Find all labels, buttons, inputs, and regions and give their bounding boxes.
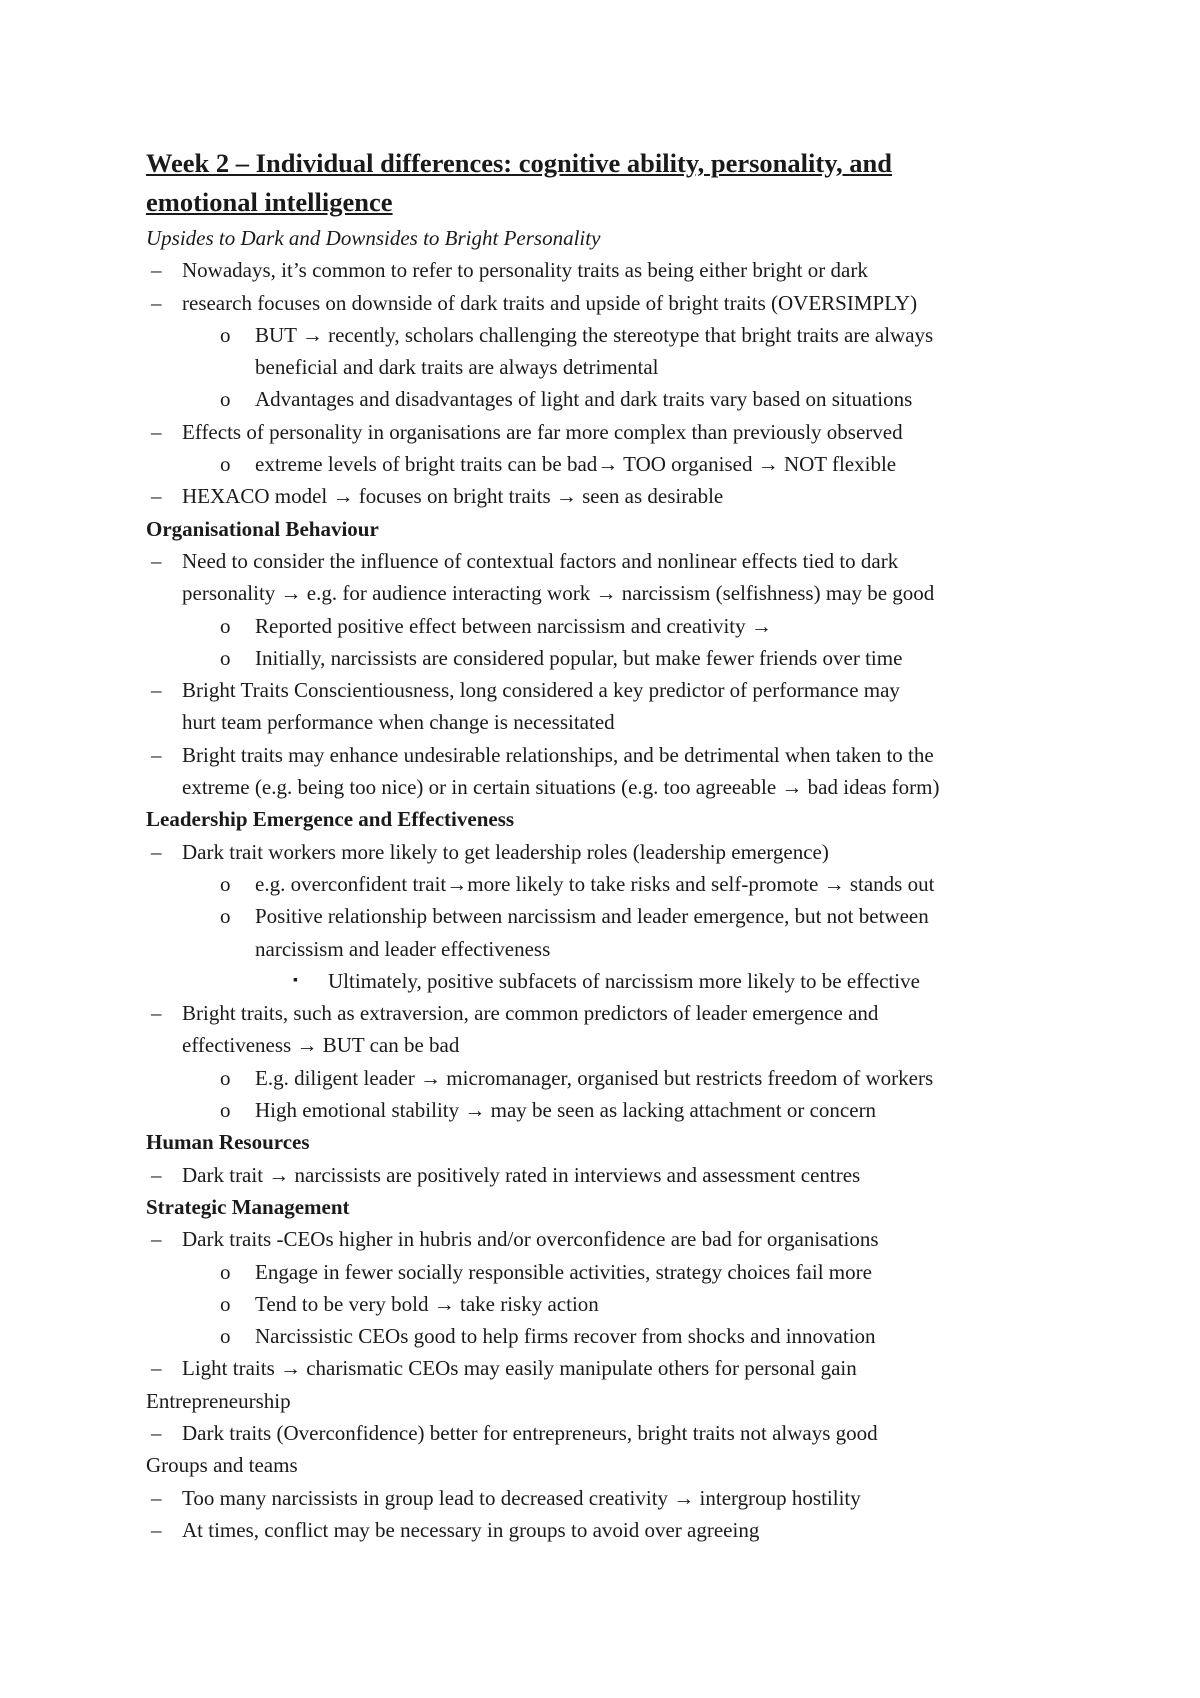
list-item xyxy=(146,254,1096,286)
list-item xyxy=(146,900,1096,932)
list-item xyxy=(146,545,1096,577)
line-text: Upsides to Dark and Downsides to Bright Personality xyxy=(146,226,601,250)
line-text: Narcissistic CEOs good to help firms recover from shocks and innovation xyxy=(255,1324,876,1349)
line-text: Groups and teams xyxy=(146,1453,298,1478)
list-item-continuation xyxy=(146,771,1096,803)
bullet-marker: – xyxy=(151,742,162,767)
line-text: extreme (e.g. being too nice) or in certain situations (e.g. too agreeable → bad ideas form) xyxy=(182,775,940,800)
list-item xyxy=(146,836,1096,868)
section-heading xyxy=(146,513,1096,545)
line-text: effectiveness → BUT can be bad xyxy=(182,1033,460,1058)
line-text: Nowadays, it’s common to refer to personality traits as being either bright or dark xyxy=(182,258,868,283)
list-item xyxy=(146,1417,1096,1449)
line-text: Reported positive effect between narcissism and creativity → xyxy=(255,613,772,638)
bullet-marker: o xyxy=(220,1291,231,1316)
bullet-marker: o xyxy=(220,387,231,412)
title-line: emotional intelligence xyxy=(146,187,393,217)
section-label xyxy=(146,1385,1096,1417)
line-text: Bright traits may enhance undesirable relationships, and be detrimental when taken to the xyxy=(182,742,934,767)
bullet-marker: o xyxy=(220,645,231,670)
line-text: research focuses on downside of dark traits and upside of bright traits (OVERSIMPLY) xyxy=(182,290,918,315)
bullet-marker: – xyxy=(151,258,162,283)
bullet-marker: o xyxy=(220,1098,231,1123)
line-text: BUT → recently, scholars challenging the stereotype that bright traits are always xyxy=(255,322,934,347)
bullet-marker: – xyxy=(151,290,162,315)
line-text: extreme levels of bright traits can be bad→ TOO organised → NOT flexible xyxy=(255,452,897,477)
line-text: Dark trait workers more likely to get leadership roles (leadership emergence) xyxy=(182,839,829,864)
list-item-continuation xyxy=(146,933,1096,965)
list-item xyxy=(146,674,1096,706)
list-item xyxy=(146,1482,1096,1514)
list-item xyxy=(146,287,1096,319)
bullet-marker: – xyxy=(151,419,162,444)
list-item xyxy=(146,1352,1096,1384)
line-text: Dark traits -CEOs higher in hubris and/or overconfidence are bad for organisations xyxy=(182,1227,879,1252)
bullet-marker: – xyxy=(151,1162,162,1187)
bullet-marker: – xyxy=(151,1356,162,1381)
title-line: Week 2 – Individual differences: cognitive ability, personality, and xyxy=(146,148,892,178)
document-body xyxy=(146,222,1096,1546)
list-item-continuation xyxy=(146,1029,1096,1061)
list-item xyxy=(146,1514,1096,1546)
list-item xyxy=(146,642,1096,674)
bullet-marker: ▪ xyxy=(293,972,298,988)
bullet-marker: o xyxy=(220,613,231,638)
line-text: Dark trait → narcissists are positively rated in interviews and assessment centres xyxy=(182,1162,861,1187)
list-item xyxy=(146,868,1096,900)
list-item xyxy=(146,997,1096,1029)
line-text: Leadership Emergence and Effectiveness xyxy=(146,807,515,832)
bullet-marker: – xyxy=(151,1420,162,1445)
line-text: Tend to be very bold → take risky action xyxy=(255,1291,599,1316)
line-text: Human Resources xyxy=(146,1130,310,1155)
bullet-marker: o xyxy=(220,1259,231,1284)
list-item xyxy=(146,1288,1096,1320)
list-item xyxy=(146,1062,1096,1094)
section-heading xyxy=(146,1126,1096,1158)
list-item xyxy=(146,739,1096,771)
bullet-marker: – xyxy=(151,678,162,703)
list-item xyxy=(146,416,1096,448)
line-text: High emotional stability → may be seen as lacking attachment or concern xyxy=(255,1098,877,1123)
line-text: hurt team performance when change is necessitated xyxy=(182,710,615,735)
line-text: personality → e.g. for audience interacting work → narcissism (selfishness) may be good xyxy=(182,581,935,606)
line-text: E.g. diligent leader → micromanager, organised but restricts freedom of workers xyxy=(255,1065,934,1090)
line-text: e.g. overconfident trait→more likely to take risks and self-promote → stands out xyxy=(255,871,935,896)
list-item xyxy=(146,480,1096,512)
section-subtitle xyxy=(146,222,1096,254)
bullet-marker: – xyxy=(151,1517,162,1542)
line-text: beneficial and dark traits are always detrimental xyxy=(255,355,659,380)
list-item-continuation xyxy=(146,706,1096,738)
line-text: Light traits → charismatic CEOs may easily manipulate others for personal gain xyxy=(182,1356,857,1381)
line-text: Entrepreneurship xyxy=(146,1388,291,1413)
bullet-marker: – xyxy=(151,484,162,509)
list-item xyxy=(146,1223,1096,1255)
bullet-marker: o xyxy=(220,871,231,896)
line-text: Engage in fewer socially responsible activities, strategy choices fail more xyxy=(255,1259,872,1284)
line-text: Dark traits (Overconfidence) better for entrepreneurs, bright traits not always good xyxy=(182,1420,878,1445)
list-item xyxy=(146,319,1096,351)
bullet-marker: – xyxy=(151,1001,162,1026)
line-text: Effects of personality in organisations are far more complex than previously observed xyxy=(182,419,903,444)
line-text: Organisational Behaviour xyxy=(146,516,379,541)
list-item xyxy=(146,1159,1096,1191)
list-item xyxy=(146,1256,1096,1288)
list-item xyxy=(146,610,1096,642)
bullet-marker: – xyxy=(151,1485,162,1510)
line-text: Strategic Management xyxy=(146,1194,350,1219)
bullet-marker: o xyxy=(220,452,231,477)
section-heading xyxy=(146,1191,1096,1223)
bullet-marker: – xyxy=(151,1227,162,1252)
list-item xyxy=(146,965,1096,997)
list-item xyxy=(146,1320,1096,1352)
bullet-marker: – xyxy=(151,839,162,864)
line-text: Ultimately, positive subfacets of narcissism more likely to be effective xyxy=(328,968,920,993)
line-text: Bright traits, such as extraversion, are common predictors of leader emergence and xyxy=(182,1001,879,1026)
list-item xyxy=(146,383,1096,415)
list-item xyxy=(146,448,1096,480)
bullet-marker: o xyxy=(220,322,231,347)
line-text: Bright Traits Conscientiousness, long considered a key predictor of performance may xyxy=(182,678,900,703)
list-item xyxy=(146,1094,1096,1126)
line-text: At times, conflict may be necessary in groups to avoid over agreeing xyxy=(182,1517,760,1542)
document-title xyxy=(146,144,1096,222)
line-text: narcissism and leader effectiveness xyxy=(255,936,551,961)
list-item-continuation xyxy=(146,577,1096,609)
section-heading xyxy=(146,803,1096,835)
bullet-marker: o xyxy=(220,1324,231,1349)
document-page xyxy=(146,144,1096,1546)
line-text: Positive relationship between narcissism and leader emergence, but not between xyxy=(255,904,929,929)
section-label xyxy=(146,1449,1096,1481)
line-text: Initially, narcissists are considered popular, but make fewer friends over time xyxy=(255,645,903,670)
line-text: HEXACO model → focuses on bright traits → seen as desirable xyxy=(182,484,724,509)
line-text: Need to consider the influence of contextual factors and nonlinear effects tied to dark xyxy=(182,548,899,573)
bullet-marker: o xyxy=(220,904,231,929)
bullet-marker: o xyxy=(220,1065,231,1090)
line-text: Too many narcissists in group lead to decreased creativity → intergroup hostility xyxy=(182,1485,861,1510)
line-text: Advantages and disadvantages of light and dark traits vary based on situations xyxy=(255,387,913,412)
list-item-continuation xyxy=(146,351,1096,383)
bullet-marker: – xyxy=(151,548,162,573)
